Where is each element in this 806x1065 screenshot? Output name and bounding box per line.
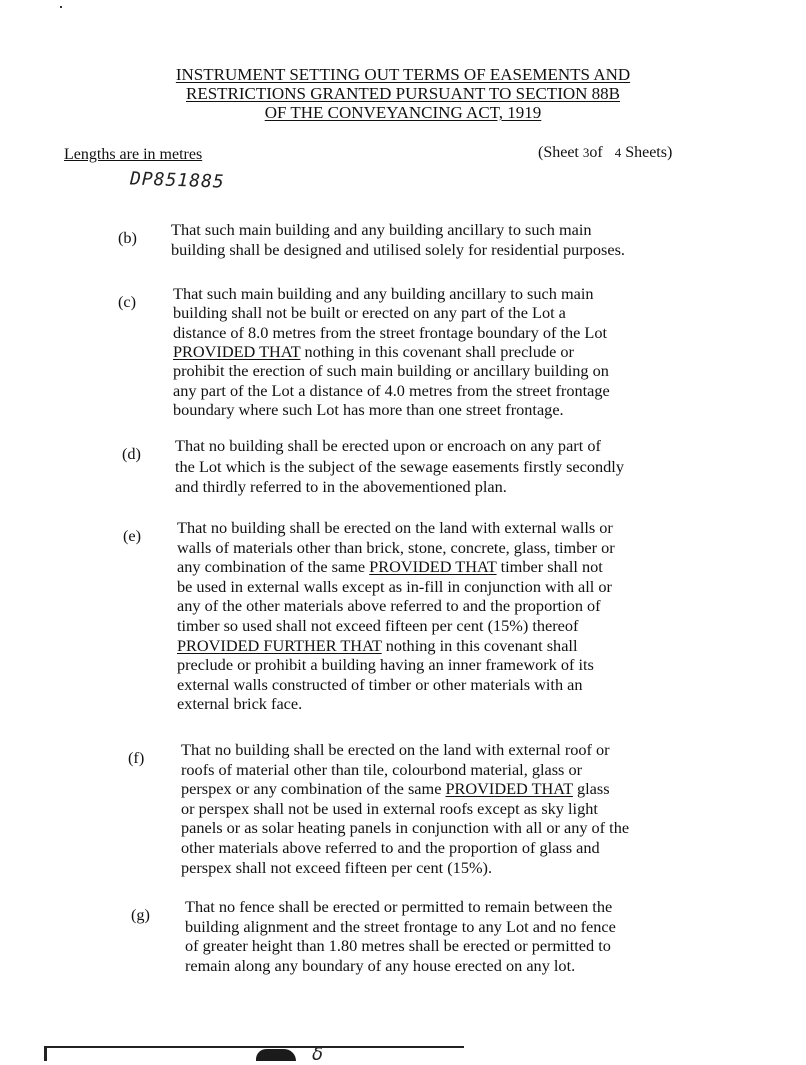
proviso-phrase: PROVIDED THAT	[369, 557, 497, 577]
clause-text-line	[173, 303, 566, 323]
clause-text-line	[177, 518, 613, 538]
footer-rule	[44, 1046, 464, 1048]
lengths-note: Lengths are in metres	[64, 146, 203, 163]
clause-text-line	[185, 936, 611, 956]
clause-text-line	[171, 240, 625, 260]
clause-text: building shall be designed and utilised solely for residential purposes.	[171, 239, 625, 259]
plan-number-stamp: DP851885	[129, 168, 226, 193]
clause-text-line	[173, 400, 564, 420]
clause-text: the Lot which is the subject of the sewage easements firstly secondly	[175, 456, 624, 476]
clause-text: any of the other materials above referred to and the proportion of	[177, 596, 601, 616]
clause-text-line	[181, 760, 582, 780]
proviso-phrase: PROVIDED THAT	[173, 341, 301, 361]
clause-text: That no fence shall be erected or permitted to remain between the	[185, 897, 613, 916]
clause-text-line	[185, 956, 575, 976]
clause-text-line	[181, 799, 598, 819]
clause-text-line	[177, 694, 302, 714]
clause-text-line	[185, 897, 612, 917]
seal-fragment	[256, 1049, 296, 1061]
clause-label: (c)	[118, 292, 137, 311]
clause-text: That no building shall be erected on the land with external roof or	[181, 740, 610, 759]
clause-text-line	[177, 557, 603, 577]
clause-text-line	[181, 818, 629, 838]
title-line-1: INSTRUMENT SETTING OUT TERMS OF EASEMENTS AND	[175, 65, 631, 84]
document-title	[0, 65, 806, 122]
clause-text-line	[181, 858, 492, 878]
clause-text: perspex shall not exceed fifteen per cent (15%).	[181, 857, 493, 877]
clause-text-line	[181, 779, 610, 799]
clause-text-line	[173, 323, 607, 343]
clause-text: of greater height than 1.80 metres shall be erected or permitted to	[185, 936, 611, 956]
clause-text: remain along any boundary of any house erected on any lot.	[185, 955, 576, 975]
clause-text-line	[173, 361, 609, 381]
footer-corner-mark	[44, 1046, 47, 1061]
clause-text: any combination of the same	[177, 557, 370, 577]
clause-text-line	[177, 538, 615, 558]
proviso-phrase: PROVIDED THAT	[445, 779, 573, 799]
sheet-of: of	[589, 144, 603, 161]
clause-label: (g)	[131, 905, 150, 924]
clause-label: (b)	[118, 228, 137, 247]
sheet-suffix: Sheets)	[621, 144, 673, 161]
clause-text: be used in external walls except as in-fill in conjunction with all or	[177, 576, 612, 596]
clause-text-line	[177, 577, 612, 597]
clause-text: or perspex shall not be used in external roofs except as sky light	[181, 798, 598, 818]
clause-text: That no building shall be erected upon or encroach on any part of	[175, 436, 601, 455]
clause-text: panels or as solar heating panels in conjunction with all or any of the	[181, 818, 630, 838]
clause-text: timber shall not	[496, 557, 603, 577]
clause-text-line	[175, 457, 624, 477]
clause-text: roofs of material other than tile, colourbond material, glass or	[181, 759, 583, 779]
clause-text: glass	[572, 779, 610, 799]
clause-text: timber so used shall not exceed fifteen per cent (15%) thereof	[177, 616, 579, 635]
sheet-current: 3	[582, 145, 590, 160]
clause-text-line	[177, 636, 577, 656]
clause-label: (d)	[122, 444, 141, 463]
clause-text: That no building shall be erected on the land with external walls or	[177, 518, 613, 537]
clause-label: (e)	[123, 526, 142, 545]
clause-label: (f)	[128, 748, 145, 767]
clause-text: perspex or any combination of the same	[181, 779, 446, 799]
clause-text-line	[173, 284, 594, 304]
signature-fragment: δ	[312, 1044, 324, 1065]
clause-text: That such main building and any building ancillary to such main	[171, 220, 592, 239]
clause-text-line	[177, 655, 594, 675]
clause-text-line	[173, 381, 610, 401]
clause-text-line	[173, 342, 574, 362]
clause-text: building alignment and the street frontage to any Lot and no fence	[185, 916, 616, 936]
clause-text-line	[175, 436, 601, 456]
clause-text-line	[181, 740, 610, 760]
clause-text-line	[171, 220, 592, 240]
clause-text-line	[177, 596, 601, 616]
clause-text: building shall not be built or erected on any part of the Lot a	[173, 303, 566, 323]
clause-text: walls of materials other than brick, stone, concrete, glass, timber or	[177, 537, 615, 557]
clause-text: external brick face.	[177, 694, 303, 714]
clause-text: nothing in this covenant shall preclude or	[300, 341, 574, 361]
clause-text-line	[177, 675, 583, 695]
clause-text: boundary where such Lot has more than one street frontage.	[173, 399, 564, 419]
title-line-3: OF THE CONVEYANCING ACT, 1919	[264, 103, 542, 122]
clause-text: nothing in this covenant shall	[381, 635, 578, 655]
clause-text-line	[177, 616, 578, 636]
clause-text: external walls constructed of timber or other materials with an	[177, 674, 583, 694]
scan-speck	[60, 6, 62, 8]
title-line-2: RESTRICTIONS GRANTED PURSUANT TO SECTION 88B	[185, 84, 620, 103]
sheet-prefix: (Sheet	[538, 144, 583, 161]
sheet-total: 4	[614, 145, 622, 160]
clause-text: other materials above referred to and the proportion of glass and	[181, 838, 600, 857]
clause-text: distance of 8.0 metres from the street frontage boundary of the Lot	[173, 322, 608, 342]
clause-text: preclude or prohibit a building having an inner framework of its	[177, 655, 594, 675]
sheet-indicator	[538, 144, 672, 162]
clause-text: That such main building and any building ancillary to such main	[173, 284, 594, 303]
clause-text: and thirdly referred to in the abovementioned plan.	[175, 477, 507, 496]
proviso-phrase: PROVIDED FURTHER THAT	[177, 635, 382, 655]
clause-text: any part of the Lot a distance of 4.0 metres from the street frontage	[173, 380, 610, 400]
clause-text-line	[181, 838, 600, 858]
clause-text-line	[175, 477, 507, 497]
clause-text: prohibit the erection of such main building or ancillary building on	[173, 361, 609, 381]
clause-text-line	[185, 917, 616, 937]
